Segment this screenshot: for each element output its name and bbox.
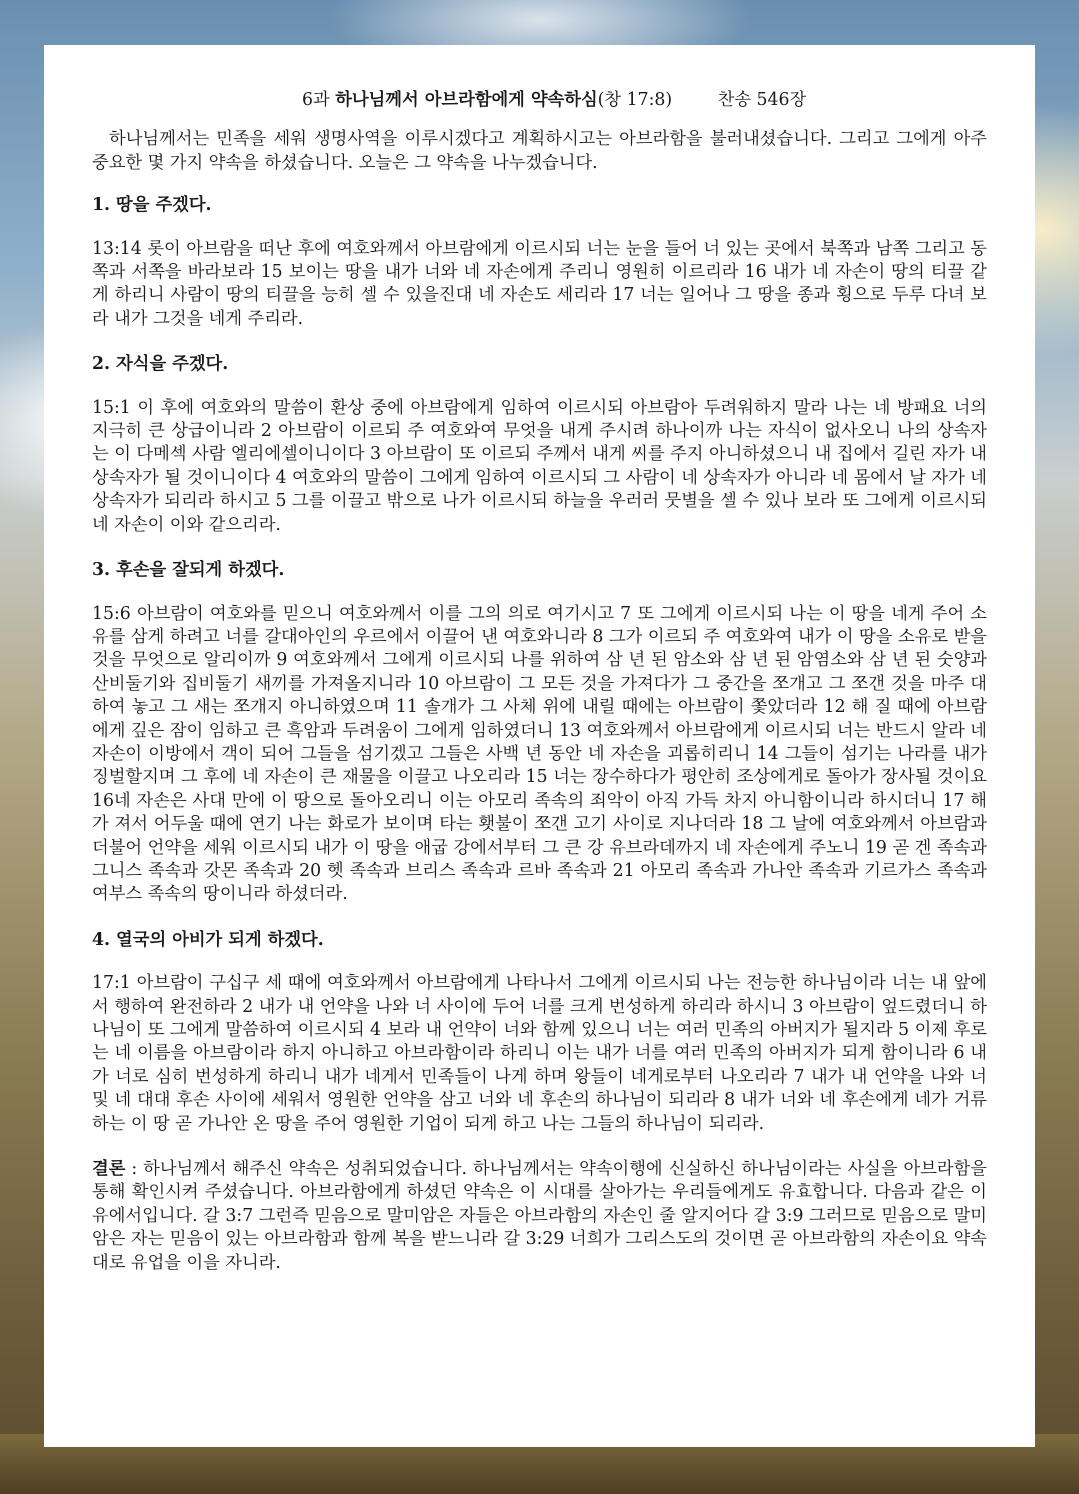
section-heading-2: 2. 자식을 주겠다. — [92, 354, 229, 375]
document-page — [44, 45, 1035, 1447]
lesson-number: 6과 — [302, 90, 330, 110]
intro-paragraph: 하나님께서는 민족을 세워 생명사역을 이루시겠다고 계획하시고는 아브라함을 불러내셨습니다. 그리고 그에게 아주 중요한 몇 가지 약속을 하셨습니다. 오늘은 그 약속을 나누겠습니다. — [92, 129, 987, 173]
section-heading-1: 1. 땅을 주겠다. — [92, 195, 212, 216]
conclusion-body: 하나님께서 해주신 약속은 성취되었습니다. 하나님께서는 약속이행에 신실하신 하나님이라는 사실을 아브라함을 통해 확인시켜 주셨습니다. 아브라함에게 하셨던 약속은 이 시대를 살아가는 우리들에게도 유효합니다. 다음과 같은 이유에서입니다. 갈 3:7 그런즉 믿음으로 말미암은 자들은 아브라함의 자손인 줄 알지어다 갈 3:9 그러므로 믿음으로 말미암은 자는 믿음이 있는 아브라함과 함께 복을 받느니라 갈 3:29 너희가 그리스도의 것이면 곧 아브라함의 자손이요 약속대로 유업을 이을 자니라. — [92, 1159, 987, 1273]
conclusion-label: 결론 — [92, 1159, 126, 1180]
section-body-2: 15:1 이 후에 여호와의 말씀이 환상 중에 아브람에게 임하여 이르시되 아브람아 두려워하지 말라 나는 네 방패요 너의 지극히 큰 상급이니라 2 아브람이 이르되 주 여호와여 무엇을 내게 주시려 하나이까 나는 자식이 없사오니 나의 상속자는 이 다메섹 사람 엘리에셀이니이다 3 아브람이 또 이르되 주께서 내게 씨를 주지 아니하셨으니 내 집에서 길린 자가 내 상속자가 될 것이니이다 4 여호와의 말씀이 그에게 임하여 이르시되 그 사람이 네 상속자가 아니라 네 몸에서 날 자가 네 상속자가 되리라 하시고 5 그를 이끌고 밖으로 나가 이르시되 하늘을 우러러 뭇별을 셀 수 있나 보라 또 그에게 이르시되 네 자손이 이와 같으리라. — [92, 397, 987, 535]
section-body-4: 17:1 아브람이 구십구 세 때에 여호와께서 아브람에게 나타나서 그에게 이르시되 나는 전능한 하나님이라 너는 내 앞에서 행하여 완전하라 2 내가 내 언약을 나와 너 사이에 두어 너를 크게 번성하게 하리라 하시니 3 아브람이 엎드렸더니 하나님이 또 그에게 말씀하여 이르시되 4 보라 내 언약이 너와 함께 있으니 너는 여러 민족의 아버지가 될지라 5 이제 후로는 네 이름을 아브람이라 하지 아니하고 아브라함이라 하리니 이는 내가 너를 여러 민족의 아버지가 되게 함이니라 6 내가 너로 심히 번성하게 하리니 내가 네게서 민족들이 나게 하며 왕들이 네게로부터 나오리라 7 내가 내 언약을 나와 너 및 네 대대 후손 사이에 세워서 영원한 언약을 삼고 너와 네 후손의 하나님이 되리라 8 내가 너와 네 후손에게 네가 거류하는 이 땅 곧 가나안 온 땅을 주어 영원한 기업이 되게 하고 나는 그들의 하나님이 되리라. — [92, 973, 987, 1134]
conclusion-separator: : — [125, 1159, 144, 1180]
section-body-3: 15:6 아브람이 여호와를 믿으니 여호와께서 이를 그의 의로 여기시고 7 또 그에게 이르시되 나는 이 땅을 네게 주어 소유를 삼게 하려고 너를 갈대아인의 우르에서 이끌어 낸 여호와니라 8 그가 이르되 주 여호와여 내가 이 땅을 소유로 받을 것을 무엇으로 알리이까 9 여호와께서 그에게 이르시되 나를 위하여 삼 년 된 암소와 삼 년 된 암염소와 삼 년 된 숫양과 산비둘기와 집비둘기 새끼를 가져올지니라 10 아브람이 그 모든 것을 가져다가 그 중간을 쪼개고 그 쪼갠 것을 마주 대하여 놓고 그 새는 쪼개지 아니하였으며 11 솔개가 그 사체 위에 내릴 때에는 아브람이 쫓았더라 12 해 질 때에 아브람에게 깊은 잠이 임하고 큰 흑암과 두려움이 그에게 임하였더니 13 여호와께서 아브람에게 이르시되 너는 반드시 알라 네 자손이 이방에서 객이 되어 그들을 섬기겠고 그들은 사백 년 동안 네 자손을 괴롭히리니 14 그들이 섬기는 나라를 내가 징벌할지며 그 후에 네 자손이 큰 재물을 이끌고 나오리라 15 너는 장수하다가 평안히 조상에게로 돌아가 장사될 것이요 16네 자손은 사대 만에 이 땅으로 돌아오리니 이는 아모리 족속의 죄악이 아직 가득 차지 아니함이니라 하시더니 17 해가 져서 어두울 때에 연기 나는 화로가 보이며 타는 횃불이 쪼갠 고기 사이로 지나더라 18 그 날에 여호와께서 아브람과 더불어 언약을 세워 이르시되 내가 이 땅을 애굽 강에서부터 그 큰 강 유브라데까지 네 자손에게 주노니 19 곧 겐 족속과 그니스 족속과 갓몬 족속과 20 헷 족속과 브리스 족속과 르바 족속과 21 아모리 족속과 가나안 족속과 기르가스 족속과 여부스 족속의 땅이니라 하셨더라. — [92, 603, 987, 905]
conclusion-paragraph — [92, 1158, 987, 1275]
page-title — [92, 89, 987, 112]
scripture-reference: (창 17:8) — [597, 90, 673, 110]
section-body-1: 13:14 롯이 아브람을 떠난 후에 여호와께서 아브람에게 이르시되 너는 눈을 들어 너 있는 곳에서 북쪽과 남쪽 그리고 동쪽과 서쪽을 바라보라 15 보이는 땅을 내가 너와 네 자손에게 주리니 영원히 이르리라 16 내가 네 자손이 땅의 티끌 같게 하리니 사람이 땅의 티끌을 능히 셀 수 있을진대 네 자손도 세리라 17 너는 일어나 그 땅을 종과 횡으로 두루 다녀 보라 내가 그것을 네게 주리라. — [92, 238, 987, 329]
section-heading-3: 3. 후손을 잘되게 하겠다. — [92, 560, 285, 581]
lesson-title: 하나님께서 아브라함에게 약속하심 — [335, 90, 598, 110]
hymn-number: 찬송 546장 — [717, 90, 807, 110]
section-heading-4: 4. 열국의 아비가 되게 하겠다. — [92, 929, 324, 950]
